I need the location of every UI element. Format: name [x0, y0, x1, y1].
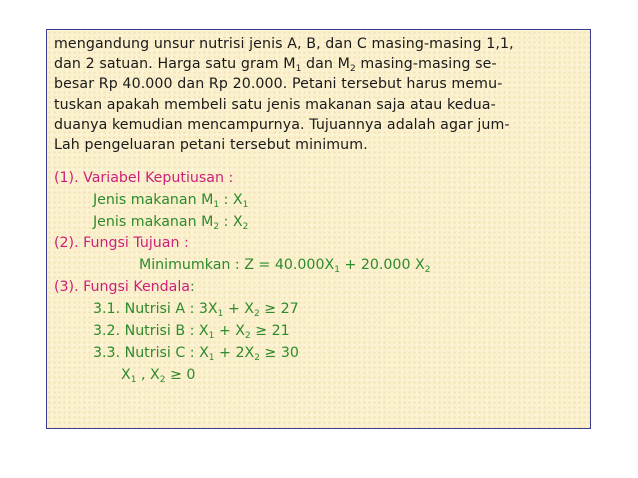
subscript: 1: [295, 64, 302, 75]
paragraph-line-5: duanya kemudian mencampurnya. Tujuannya adalah agar jum-: [54, 116, 510, 133]
variable-text: Jenis makanan M: [93, 214, 214, 230]
section-3-heading: [54, 277, 195, 297]
subscript: 1: [208, 353, 215, 363]
problem-paragraph: [54, 34, 589, 155]
section-1-heading: (1). Variabel Keputiusan :: [54, 170, 234, 186]
decision-variable-2: [93, 212, 248, 232]
subscript: 2: [213, 222, 220, 232]
subscript: 2: [254, 353, 260, 363]
subscript: 2: [349, 64, 356, 75]
subscript: 2: [245, 331, 251, 341]
variable-text: Jenis makanan M: [93, 192, 214, 208]
variable-text: : X: [219, 192, 243, 208]
section-3-title: Fungsi Kendala: [83, 279, 190, 295]
paragraph-line-2-text: dan 2 satuan. Harga satu gram M: [54, 56, 296, 73]
subscript: 1: [213, 200, 220, 210]
decision-variable-1: [93, 190, 248, 210]
constraint-text: , X: [136, 367, 160, 383]
constraint-3: [93, 343, 299, 363]
subscript: 2: [254, 309, 260, 319]
paragraph-line-2-text: dan M: [301, 56, 350, 73]
subscript: 2: [424, 265, 431, 275]
formula-text: + 20.000 X: [339, 257, 425, 273]
constraint-text: 3.2. Nutrisi B : X: [93, 323, 209, 339]
constraint-2: [93, 321, 290, 341]
constraint-text: 3.1. Nutrisi A : 3X: [93, 301, 218, 317]
formula-text: Minimumkan : Z = 40.000X: [139, 257, 335, 273]
paragraph-line-1: mengandung unsur nutrisi jenis A, B, dan C masing-masing 1,1,: [54, 36, 514, 52]
constraint-text: X: [121, 367, 131, 383]
paragraph-line-4: tuskan apakah membeli satu jenis makanan saja atau kedua-: [54, 96, 496, 113]
subscript: 2: [242, 222, 249, 232]
objective-function: [139, 255, 430, 275]
section-2-heading: (2). Fungsi Tujuan :: [54, 235, 189, 251]
constraint-text: + X: [223, 301, 254, 317]
subscript: 1: [242, 200, 249, 210]
paragraph-line-2-text: masing-masing se-: [355, 56, 497, 73]
paragraph-line-2: [54, 54, 589, 74]
constraint-text: ≥ 27: [259, 301, 299, 317]
section-3-number: (3).: [54, 279, 84, 295]
subscript: 1: [208, 331, 215, 341]
subscript: 1: [217, 309, 224, 319]
constraint-text: ≥ 21: [250, 323, 290, 339]
subscript: 2: [159, 375, 166, 385]
non-negativity-constraint: [121, 365, 195, 385]
subscript: 1: [334, 265, 340, 275]
constraint-text: ≥ 0: [165, 367, 196, 383]
constraint-text: + X: [214, 323, 245, 339]
constraint-text: 3.3. Nutrisi C : X: [93, 345, 209, 361]
paragraph-line-6: Lah pengeluaran petani tersebut minimum.: [54, 137, 368, 154]
constraint-1: [93, 299, 299, 319]
variable-text: : X: [219, 214, 243, 230]
section-3-colon: :: [190, 279, 195, 295]
constraint-text: + 2X: [214, 345, 255, 361]
subscript: 1: [130, 375, 137, 385]
constraint-text: ≥ 30: [259, 345, 299, 361]
content-box: [46, 29, 591, 429]
paragraph-line-3: besar Rp 40.000 dan Rp 20.000. Petani tersebut harus memu-: [54, 76, 503, 93]
